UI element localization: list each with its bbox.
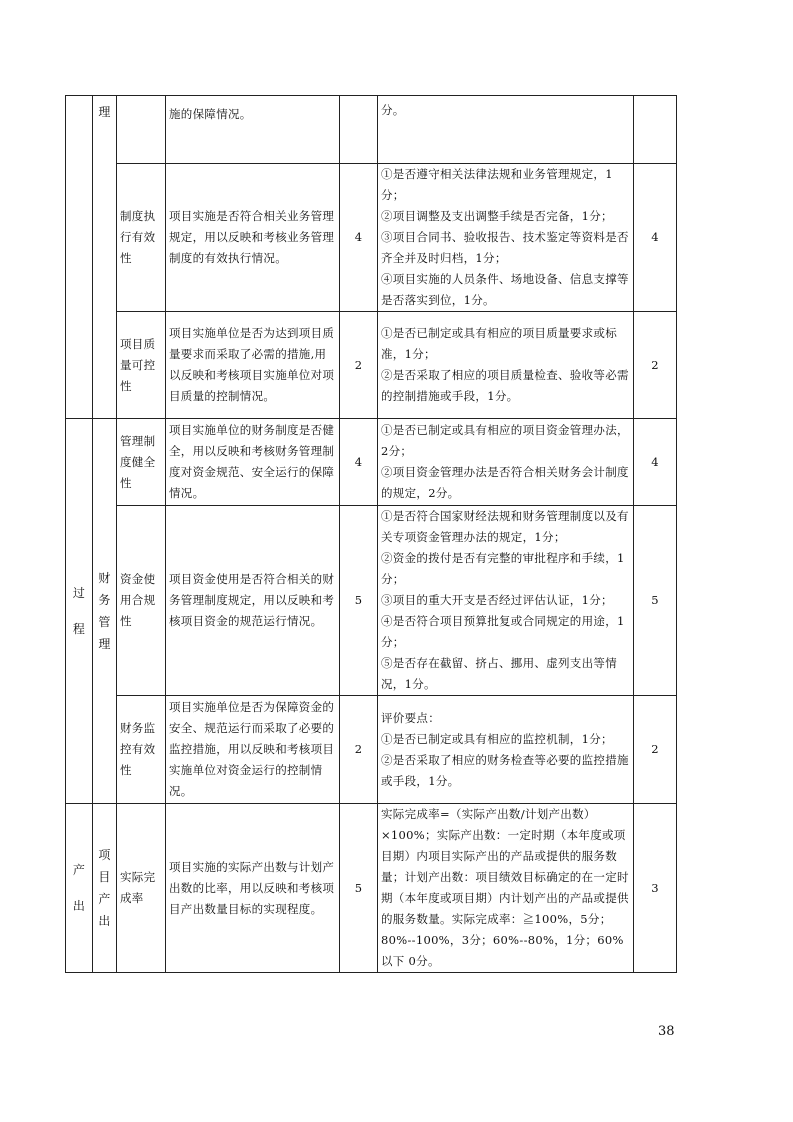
weight-cell [340,312,378,419]
table-row [66,164,677,312]
description-cell [166,506,340,696]
criteria-line: ②资金的拨付是否有完整的审批程序和手续，1分； [381,551,625,586]
category2-cell [93,96,117,419]
criteria-line: ②项目资金管理办法是否符合相关财务会计制度的规定，2分。 [381,465,629,500]
criteria-cell [378,804,634,973]
score-cell [634,419,677,506]
indicator-cell [117,804,166,973]
description-text: 项目实施单位的财务制度是否健全，用以反映和考核财务管理制度对资金规范、安全运行的保障情况。 [169,423,335,500]
description-cell [166,312,340,419]
weight-cell [340,804,378,973]
category1-cell-output [66,804,93,973]
category1-cell-empty [66,96,93,419]
weight-cell [340,506,378,696]
table-row [66,696,677,804]
description-text: 项目资金使用是否符合相关的财务管理制度规定，用以反映和考核项目资金的规范运行情况。 [169,572,335,628]
score-cell [634,696,677,804]
indicator-cell [117,506,166,696]
score-cell [634,804,677,973]
table-row [66,506,677,696]
criteria-line: ①是否符合国家财经法规和财务管理制度以及有关专项资金管理办法的规定，1分； [381,509,629,544]
description-cell [166,96,340,164]
description-text: 施的保障情况。 [169,107,252,121]
criteria-line: ③项目合同书、验收报告、技术鉴定等资料是否齐全并及时归档，1分； [381,230,629,265]
criteria-cell [378,96,634,164]
criteria-line: ④是否符合项目预算批复或合同规定的用途，1分； [381,614,625,649]
score-value: 4 [651,454,659,469]
criteria-line: ①是否已制定或具有相应的项目资金管理办法，2分； [381,423,629,458]
weight-cell [340,419,378,506]
category2-text: 理 [98,105,111,119]
score-value: 3 [651,880,659,895]
score-value: 2 [651,742,659,756]
criteria-line: ④项目实施的人员条件、场地设备、信息支撑等是否落实到位，1分。 [381,272,629,307]
description-text: 项目实施单位是否为保障资金的安全、规范运行而采取了必要的监控措施，用以反映和考核项目实施单位对资金运行的控制情况。 [169,700,335,798]
score-cell [634,312,677,419]
weight-value: 4 [354,230,363,244]
indicator-text: 财务监控有效性 [120,721,156,777]
criteria-line: 评价要点： [381,710,440,725]
table-row [66,419,677,506]
score-value: 5 [651,593,659,607]
weight-value: 2 [354,742,363,756]
description-text: 项目实施的实际产出数与计划产出数的比率，用以反映和考核项目产出数量目标的实现程度。 [169,859,335,916]
weight-cell [340,164,378,312]
score-cell [634,506,677,696]
criteria-cell [378,696,634,804]
criteria-line: ②是否采取了相应的财务检查等必要的监控措施或手段，1分。 [381,752,629,788]
category2-cell-finance [93,419,117,804]
score-cell [634,96,677,164]
category2-cell-output [93,804,117,973]
indicator-text: 资金使用合规性 [120,572,156,628]
criteria-line: ③项目的重大开支是否经过评估认证，1分； [381,593,613,607]
category2-text: 项目产出 [98,848,111,928]
criteria-line: ⑤是否存在截留、挤占、挪用、虚列支出等情况，1分。 [381,656,617,691]
criteria-cell [378,312,634,419]
criteria-cell [378,506,634,696]
description-cell [166,164,340,312]
table-row [66,312,677,419]
description-cell [166,804,340,973]
category1-text: 过程 [72,586,86,636]
criteria-line: ②项目调整及支出调整手续是否完备，1分； [381,209,613,223]
criteria-line: ①是否遵守相关法律法规和业务管理规定，1分； [381,167,613,202]
criteria-line: 实际完成率=（实际产出数/计划产出数）×100%；实际产出数：一定时期（本年度或项目期）内项目实际产出的产品或提供的服务数量；计划产出数：项目绩效目标确定的在一定时期（本年度或项目期）内计划产出的产品或提供的服务数量。实际完成率：≧100%，5分；80%--100%，3分；60%--80%，1分；60%以下 0分。 [381,807,629,968]
category1-cell-process [66,419,93,804]
indicator-text: 项目质量可控性 [120,336,156,393]
score-value: 4 [651,230,659,244]
weight-cell [340,696,378,804]
criteria-line: ①是否已制定或具有相应的监控机制，1分； [381,731,613,746]
indicator-text: 管理制度健全性 [120,433,156,490]
weight-value: 2 [354,357,363,372]
criteria-cell [378,419,634,506]
weight-value: 5 [354,880,363,895]
score-value: 2 [651,357,659,372]
evaluation-table [65,95,677,973]
criteria-cell [378,164,634,312]
description-text: 项目实施是否符合相关业务管理规定，用以反映和考核业务管理制度的有效执行情况。 [169,209,335,265]
indicator-text: 实际完成率 [120,870,156,905]
description-cell [166,419,340,506]
category2-text: 财务管理 [98,571,111,651]
indicator-cell [117,96,166,164]
weight-cell [340,96,378,164]
indicator-cell [117,164,166,312]
criteria-line: 分。 [381,103,405,117]
weight-value: 5 [354,593,363,607]
description-cell [166,696,340,804]
table-row [66,804,677,973]
page-number: 38 [658,1024,675,1039]
table-row [66,96,677,164]
indicator-cell [117,419,166,506]
indicator-cell [117,696,166,804]
criteria-line: ①是否已制定或具有相应的项目质量要求或标准，1分； [381,326,617,361]
indicator-text: 制度执行有效性 [120,209,156,265]
indicator-cell [117,312,166,419]
criteria-line: ②是否采取了相应的项目质量检查、验收等必需的控制措施或手段，1分。 [381,368,629,403]
description-text: 项目实施单位是否为达到项目质量要求而采取了必需的措施,用以反映和考核项目实施单位对项目质量的控制情况。 [169,326,335,403]
score-cell [634,164,677,312]
category1-text: 产出 [72,863,86,913]
weight-value: 4 [354,454,363,469]
